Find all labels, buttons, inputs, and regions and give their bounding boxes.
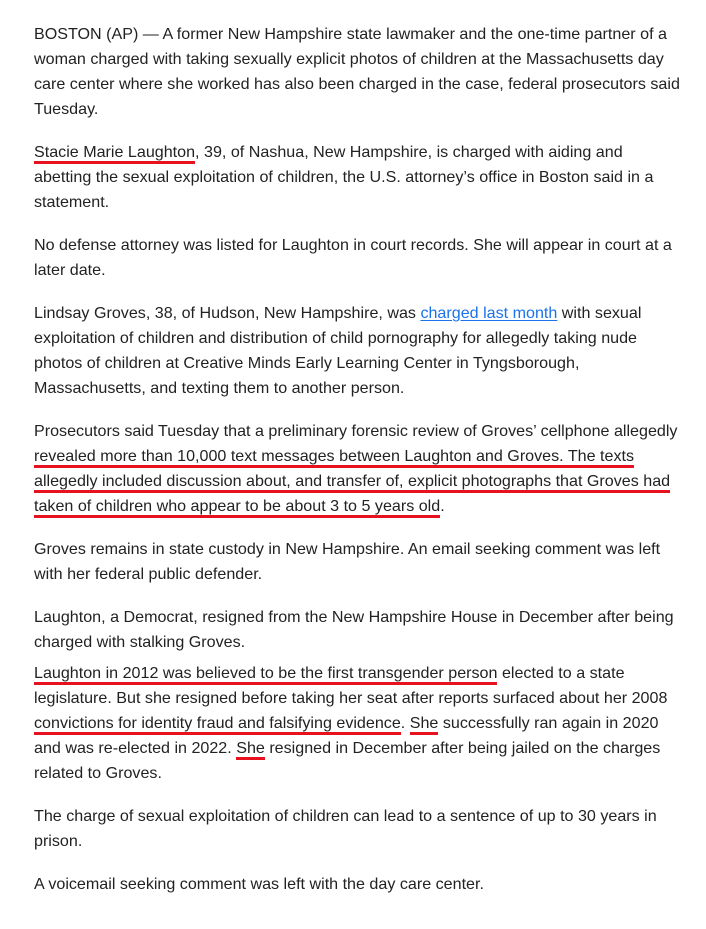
paragraph-history-text-2: . (400, 714, 410, 732)
paragraph-history-text-4: resigned in December after being jailed on the charges related to Groves. (34, 739, 661, 782)
paragraph-groves-after: with sexual exploitation of children and distribution of child pornography for allegedly taking nude photos of children at Creative Minds Early Learning Center in Tyngsborough, Massachusetts, and texting them to another person. (34, 304, 642, 397)
highlighted-convictions: convictions for identity fraud and falsifying evidence (34, 714, 401, 735)
paragraph-voicemail: A voicemail seeking comment was left with the day care center. (34, 875, 484, 893)
paragraph-charge (34, 140, 684, 215)
article-body (34, 22, 684, 897)
paragraph-charge-text: , 39, of Nashua, New Hampshire, is charged with aiding and abetting the sexual exploitation of children, the U.S. attorney’s office in Boston said in a statement. (34, 143, 654, 211)
paragraph-groves (34, 301, 684, 401)
paragraph-history-text-3: successfully ran again in 2020 and was re-elected in 2022. (34, 714, 659, 757)
paragraph-prosecutors (34, 419, 684, 519)
highlighted-first-transgender: Laughton in 2012 was believed to be the first transgender person (34, 664, 497, 685)
highlighted-she-2: She (236, 739, 265, 760)
paragraph-sentence: The charge of sexual exploitation of children can lead to a sentence of up to 30 years in prison. (34, 807, 657, 850)
paragraph-history-text-1: elected to a state legislature. But she resigned before taking her seat after reports surfaced about her 2008 (34, 664, 668, 707)
paragraph-defense: No defense attorney was listed for Laughton in court records. She will appear in court at a later date. (34, 236, 672, 279)
paragraph-history (34, 661, 684, 786)
highlighted-texts-passage: revealed more than 10,000 text messages between Laughton and Groves. The texts allegedly included discussion about, and transfer of, explicit photographs that Groves had taken of children who appear to be about 3 to 5 years old (34, 447, 670, 518)
paragraph-groves-before: Lindsay Groves, 38, of Hudson, New Hampshire, was (34, 304, 421, 322)
paragraph-prosecutors-after: . (440, 497, 445, 515)
charged-last-month-link[interactable]: charged last month (420, 304, 558, 322)
paragraph-resigned: Laughton, a Democrat, resigned from the New Hampshire House in December after being charged with stalking Groves. (34, 608, 674, 651)
paragraph-prosecutors-before: Prosecutors said Tuesday that a preliminary forensic review of Groves’ cellphone allegedly (34, 422, 678, 440)
highlighted-name: Stacie Marie Laughton (34, 143, 195, 164)
paragraph-intro: BOSTON (AP) — A former New Hampshire state lawmaker and the one-time partner of a woman charged with taking sexually explicit photos of children at the Massachusetts day care center where she worked has also been charged in the case, federal prosecutors said Tuesday. (34, 25, 680, 118)
paragraph-custody: Groves remains in state custody in New Hampshire. An email seeking comment was left with her federal public defender. (34, 540, 661, 583)
highlighted-she-1: She (410, 714, 439, 735)
